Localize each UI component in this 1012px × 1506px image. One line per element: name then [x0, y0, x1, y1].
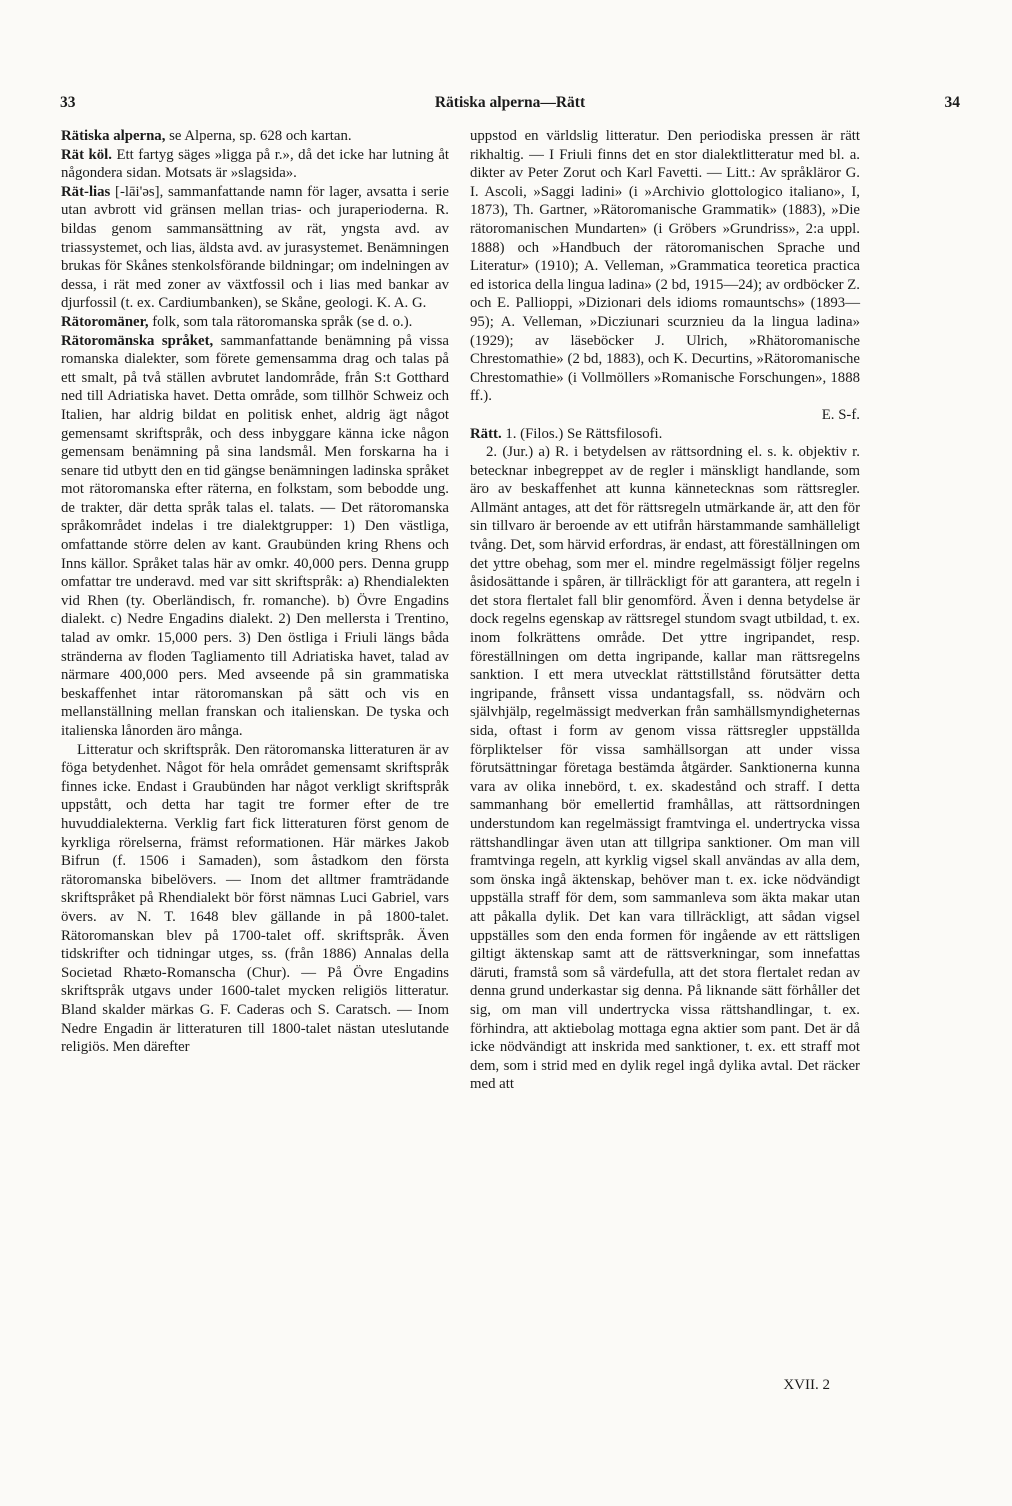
- left-column: [61, 127, 449, 1057]
- page-header: [60, 94, 960, 116]
- entry-text: 2. (Jur.) a) R. i betydelsen av rättsordning el. s. k. objektiv r. betecknar inbegreppet av de regler i mänskligt handlande, som äro av beskaffenhet att kunna kännetecknas som rättsregler. Allmänt antages, att det för rättsregeln utmärkande är, att den för sin tillvaro är beroende av ett utifrån härstammande samhälleligt tvång. Det, som härvid erfordras, är endast, att föreställningen om det yttre obehag, som mer el. mindre regelmässigt följer regelns åsidosättande i spåren, är tillräckligt för att garantera, att regeln i det stora flertalet fall blir genomförd. Även i denna betydelse är dock regelns egenskap av rättsregel stundom svagt utbildad, t. ex. inom folkrättens område. Det yttre ingripandet, resp. föreställningen om detta ingripande, kallar man rättsregelns sanktion. I ett mera utvecklat rättstillstånd förutsätter detta ingripande, frånsett vissa undantagsfall, ss. nödvärn och självhjälp, regelmässigt medverkan från samhällsmyndigheternas sida, oftast i form av genom vissa rättsregler uppställda förpliktelser för vissa samhällsorgan att under vissa förutsättningar företaga bestämda åtgärder. Sanktionerna kunna vara av olika innebörd, t. ex. skadestånd och straff. I detta sammanhang bör emellertid framhållas, att rättsordningen understundom kan regelmässigt framtvinga el. undertrycka vissa rättshandlingar även utan att tillgripa sanktioner. Om man vill framtvinga regeln, att kyrklig vigsel skall användas av alla dem, som önska ingå äktenskap, behöver man t. ex. icke nödvändigt uppställa straff för dem, som sammanleva som äkta makar utan att påkalla dylik. Det kan vara tillräckligt, att sådan vigsel uppställes som den enda formen för ingående av ett rättsligen giltigt äktenskap samt att de rättsverkningar, som innefattas däruti, framstå som så värdefulla, att det stora flertalet redan av denna grund underkastar sig denna. På liknande sätt förhåller det sig, om man vill undertrycka vissa rättshandlingar, t. ex. förhindra, att aktiebolag mottaga egna aktier som pant. Det är då icke nödvändigt att inskrida med sanktioner, t. ex. ett straff mot dem, som i strid med en dylik regel ingå dylika avtal. Det räcker med att: [470, 444, 860, 1093]
- entry-ratiska-alperna: [61, 127, 449, 146]
- headword: Rät-lias: [61, 183, 111, 200]
- page-number-right: 34: [944, 94, 960, 111]
- headword: Rätiska alperna,: [61, 128, 166, 144]
- headword: Rätoromänska språket,: [61, 332, 214, 349]
- entry-text: uppstod en världslig litteratur. Den periodiska pressen är rätt rikhaltig. — I Friuli finns det en stor dialektlitteratur med bl. a. dikter av Peter Zorut och Karl Favetti. — Litt.: Av språkläror G. I. Ascoli, »Saggi ladini» (i »Archivio glottologico italiano», I, 1873), Th. Gartner, »Rätoromanische Grammatik» (1883), »Die rätoromanischen Mundarten» (i Gröbers »Grundriss», 2:a uppl. 1888) och »Handbuch der rätoromanischen Sprache und Literatur» (1910); A. Velleman, »Grammatica teoretica practica ed istorica della lingua ladina» (2 bd, 1915—24); av ordböcker Z. och E. Pallioppi, »Dizionari dels idioms romauntschs» (1893—95); A. Velleman, »Dicziunari scurznieu da la lingua ladina» (1929); av läseböcker J. Ulrich, »Rhätoromanische Chrestomathie» (2 bd, 1883), och K. Decurtins, »Rätoromanische Chrestomathie» (i Vollmöllers »Romanische Forschungen», 1888 ff.).: [470, 128, 860, 405]
- entry-text: Litteratur och skriftspråk. Den rätoromanska litteraturen är av föga betydenhet. Något för hela området gemensamt skriftspråk finnes icke. Endast i Graubünden har något verkligt skriftspråk uppstått, och detta har tagit tre former efter de tre huvuddialekterna. Verklig fart fick litteraturen först genom de kyrkliga rörelserna, främst reformationen. Här märkes Jakob Bifrun (f. 1506 i Samaden), som åstadkom den första rätoromanska bibelövers. — Inom det alltmer framträdande skriftspråket på Rhendialekt bör först nämnas Luci Gabriel, vars övers. av N. T. 1648 blev gällande in på 1800-talet. Rätoromanskan blev på 1700-talet off. skriftspråk. Även tidskrifter och tidningar utges, ss. (från 1886) Annalas della Societad Rhæto-Romanscha (Chur). — På Övre Engadins skriftspråk utgavs under 1600-talet mycken religiös litteratur. Bland skalder märkas G. F. Caderas och S. Caratsch. — Inom Nedre Engadin är litteraturen till 1800-talet nästan uteslutande religiös. Men därefter: [61, 741, 449, 1056]
- author-signature: [470, 406, 860, 425]
- headword: Rät köl.: [61, 146, 112, 163]
- entry-ratt: [470, 425, 860, 444]
- entry-litteratur: [61, 741, 449, 1057]
- headword: Rätoromäner,: [61, 313, 149, 330]
- running-head: Rätiska alperna—Rätt: [434, 94, 586, 111]
- entry-text: se Alperna, sp. 628 och kartan.: [165, 128, 352, 144]
- entry-text: [-lāi'əs], sammanfattande namn för lager, avsatta i serie utan avbrott vid gränsen mellan trias- och juraperioderna. R. bildas genom sammansättning av rät, yngsta avd. av triassystemet, och lias, äldsta avd. av jurasystemet. Benämningen brukas för Skånes stenkolsförande bildningar; om indelningen av dessa, i rät med zoner av växtfossil och i lias med bankar av djurfossil (t. ex. Cardiumbanken), se Skåne, geologi. K. A. G.: [61, 183, 449, 312]
- entry-text: sammanfattande benämning på vissa romanska dialekter, som förete gemensamma drag och talas på ett smalt, på två ställen avbrutet landområde, från S:t Gotthard ned till Adriatiska havet. Detta område, som tillhör Schweiz och Italien, har aldrig bildat en politisk enhet, aldrig ägt något gemensamt skriftspråk, och dess inbyggare känna icke någon gemensam benämning på sina landsmål. Men forskarna ha i senare tid utbytt den en tid gängse benämningen ladinska språket mot rätoromanska efter räterna, en folkstam, som bebodde ung. de trakter, där detta språk talas el. talats. — Det rätoromanska språkområdet indelas i tre dialektgrupper: 1) Den västliga, omfattande större delen av kant. Graubünden kring Rhens och Inns källor. Språket talas här av omkr. 40,000 pers. Denna grupp omfattar tre underavd. med var sitt skriftspråk: a) Rhendialekten vid Rhen (ty. Oberländisch, fr. romanche). b) Övre Engadins dialekt. c) Nedre Engadins dialekt. 2) Den mellersta i Trentino, talad av omkr. 15,000 pers. 3) Den östliga i Friuli längs båda stränderna av floden Tagliamento till Adriatiska havet, talad av närmare 400,000 pers. Med avseende på sin grammatiska beskaffenhet intar rätoromanskan på sätt och vis en mellanställning mellan franskan och italienskan. De tyska och italienska lånorden äro många.: [61, 332, 449, 739]
- entry-ratoromaner: [61, 313, 449, 332]
- signature-text: E. S-f.: [821, 406, 860, 423]
- entry-ratt-jur: [470, 443, 860, 1094]
- entry-rat-lias: [61, 183, 449, 313]
- right-column: [470, 127, 860, 1094]
- entry-text: folk, som tala rätoromanska språk (se d. o.).: [148, 313, 413, 330]
- entry-ratoromanska-spraket: [61, 332, 449, 741]
- entry-rat-kol: [61, 146, 449, 183]
- entry-text: 1. (Filos.) Se Rättsfilosofi.: [501, 425, 663, 442]
- page-number-left: 33: [60, 94, 76, 111]
- sheet-mark: XVII. 2: [783, 1377, 830, 1393]
- entry-text: Ett fartyg säges »ligga på r.», då det icke har lutning åt någondera sidan. Motsats är »slagsida».: [61, 146, 449, 182]
- entry-continuation: [470, 127, 860, 406]
- headword: Rätt.: [470, 425, 502, 442]
